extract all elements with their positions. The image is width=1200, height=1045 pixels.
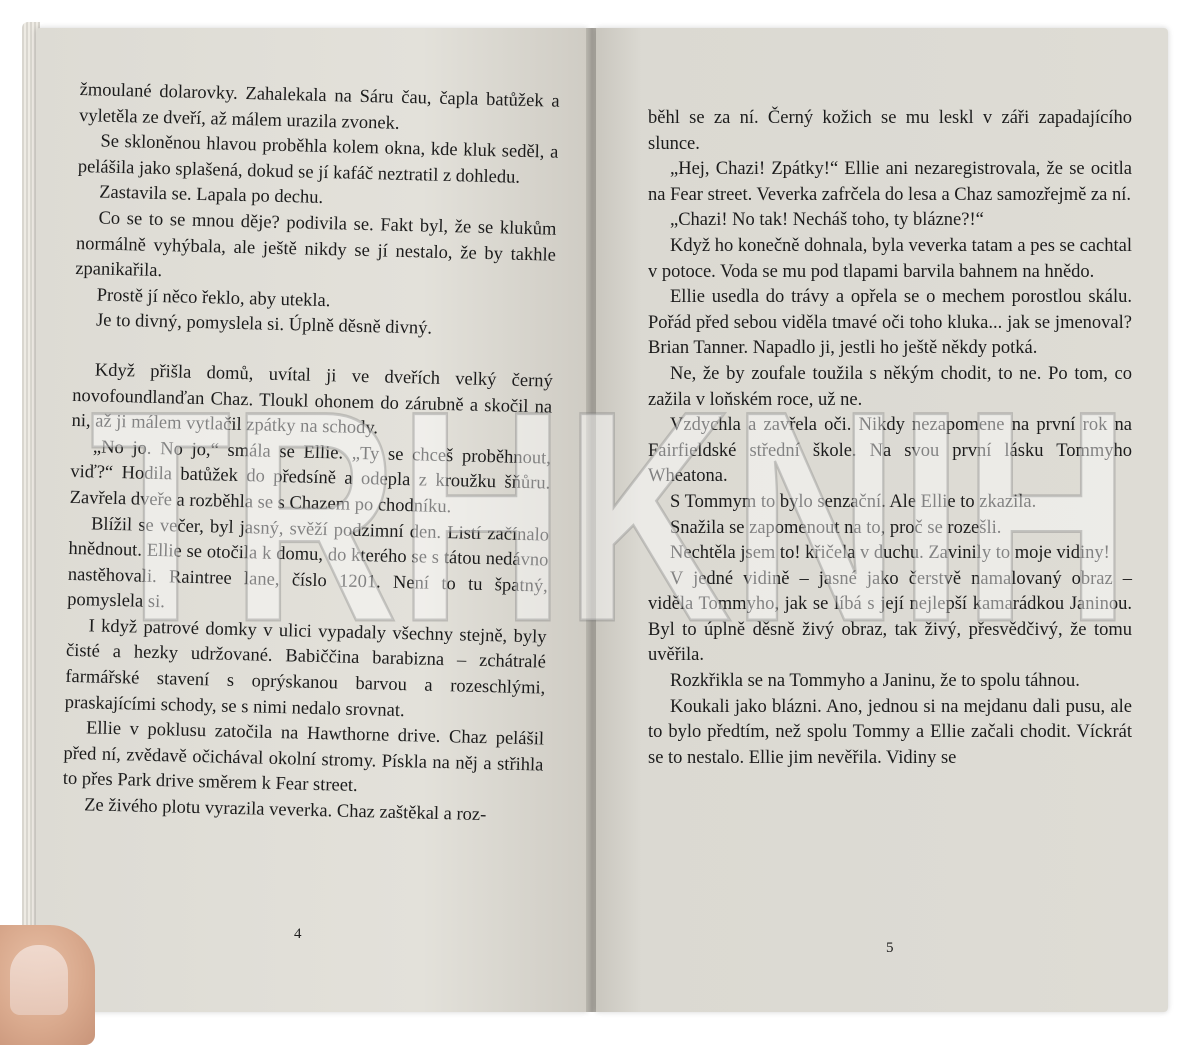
paragraph: „Chazi! No tak! Necháš toho, ty blázne?!“ xyxy=(670,210,984,231)
right-page-text xyxy=(648,106,1132,771)
paragraph: Je to divný, pomyslela si. Úplně děsně divný. xyxy=(95,310,433,340)
paragraph: Snažila se zapomenout na to, proč se rozešli. xyxy=(670,517,1002,538)
paragraph: „Hej, Chazi! Zpátky!“ Ellie ani nezaregistrovala, že se ocitla na Fear street. Veverka zafrčela do lesa a Chaz samozřejmě za ní. xyxy=(648,159,1132,205)
watermark-text: TRHKNIH xyxy=(90,370,1130,684)
left-page-text xyxy=(62,78,560,830)
paragraph: Ze živého plotu vyrazila veverka. Chaz zaštěkal a roz- xyxy=(83,795,487,826)
paragraph: Vzdychla a zavřela oči. Nikdy nezapomene na první rok na Fairfieldské střední škole. Na svou první lásku Tommyho Wheatona. xyxy=(648,415,1132,487)
paragraph: běhl se za ní. Černý kožich se mu leskl v záři zapadajícího slunce. xyxy=(648,108,1132,154)
page-number: 5 xyxy=(886,940,894,956)
paragraph: Rozkřikla se na Tommyho a Janinu, že to spolu táhnou. xyxy=(670,671,1080,692)
paragraph: Když přišla domů, uvítal ji ve dveřích velký černý novofoundlanďan Chaz. Tloukl ohonem do zárubně a skočil na ni, až ji málem vytlačil zpátky na schody. xyxy=(71,360,553,439)
left-page xyxy=(36,28,588,1012)
thumb-nail xyxy=(10,945,68,1015)
paragraph: Blížil se večer, byl jasný, svěží podzimní den. Listí začínalo hnědnout. Ellie se otočila k domu, do kterého se s tátou nedávno nastěhovali. Raintree lane, číslo 1201. Není to tu špatný, pomyslela si. xyxy=(66,513,550,613)
paragraph: I když patrové domky v ulici vypadaly všechny stejně, byly čisté a hezky udržované. Babiččina barabizna – zchátralé farmářské stavení s oprýskanou barvou a rozeschlými, praskajícími schody, se s nimi nedalo srovnat. xyxy=(64,616,547,721)
paragraph: Co se to se mnou děje? podivila se. Fakt byl, že se klukům normálně vyhýbala, ale ještě nikdy se jí nestalo, že by takhle zpanikařila. xyxy=(75,208,557,282)
paragraph: Se skloněnou hlavou proběhla kolem okna, kde kluk seděl, a pelášila jako splašená, dokud se jí kafáč neztratil z dohledu. xyxy=(77,131,559,188)
paragraph: Ellie usedla do trávy a opřela se o mechem porostlou skálu. Pořád před sebou viděla tmavé oči toho kluka... jak se jmenoval? Brian Tanner. Napadlo ji, jestli ho ještě někdy potká. xyxy=(648,287,1132,359)
paragraph: S Tommym to bylo senzační. Ale Ellie to zkazila. xyxy=(670,491,1037,512)
paragraph: žmoulané dolarovky. Zahalekala na Sáru čau, čapla batůžek a vyletěla ze dveří, až málem urazila zvonek. xyxy=(78,79,560,134)
paragraph: Ne, že by zoufale toužila s někým chodit, to ne. Po tom, co zažila v loňském roce, už ne. xyxy=(648,363,1132,410)
paragraph: Když ho konečně dohnala, byla veverka tatam a pes se cachtal v potoce. Voda se mu pod tlapami barvila bahnem na hnědo. xyxy=(648,235,1132,282)
right-page xyxy=(596,28,1168,1012)
paragraph: Zastavila se. Lapala po dechu. xyxy=(98,182,324,209)
paragraph: Nechtěla jsem to! křičela v duchu. Zavinily to moje vidiny! xyxy=(670,543,1110,564)
paragraph: „No jo. No jo,“ smála se Ellie. „Ty se chceš proběhnout, viď?“ Hodila batůžek do předsíně a odepla z kroužku šňůru. Zavřela dveře a rozběhla se s Chazem po chodníku. xyxy=(69,437,552,518)
paragraph: V jedné vidině – jasné jako čerstvě namalovaný obraz – viděla Tommyho, jak se líbá s její nejlepší kamarádkou Janinou. Byl to úplně děsně živý obraz, tak živý, přesvědčivý, že tomu uvěřila. xyxy=(648,568,1132,666)
paragraph: Prostě jí něco řeklo, aby utekla. xyxy=(96,285,331,311)
page-number: 4 xyxy=(294,926,302,942)
paragraph: Ellie v poklusu zatočila na Hawthorne drive. Chaz pelášil před ní, zvědavě očichával okolní stromy. Pískla na něj a střihla to přes Park drive směrem k Fear street. xyxy=(62,718,545,797)
paragraph: Koukali jako blázni. Ano, jednou si na mejdanu dali pusu, ale to bylo předtím, než spolu Tommy a Ellie začali chodit. Víckrát se to nestalo. Ellie jim nevěřila. Vidiny se xyxy=(648,696,1132,768)
